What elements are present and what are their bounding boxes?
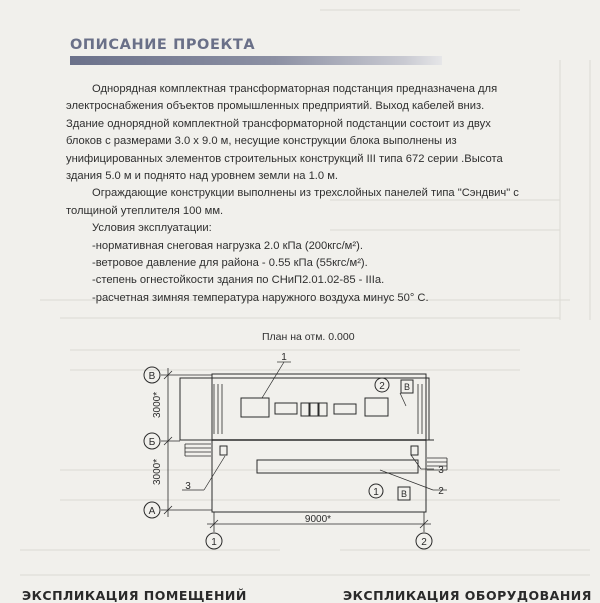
building-outline <box>212 374 426 512</box>
upper-block <box>180 378 429 440</box>
desc-line: электроснабжения объектов промышленных предприятий. Выход кабелей вниз. <box>66 100 485 113</box>
left-duct <box>214 384 222 434</box>
equipment-explication-heading: ЭКСПЛИКАЦИЯ ОБОРУДОВАНИЯ <box>343 588 592 603</box>
desc-line: унифицированных элементов строительных конструкций III типа 672 серии .Высота <box>66 152 503 165</box>
right-duct <box>418 380 426 434</box>
axis-label-2: 2 <box>421 537 427 548</box>
axis-label-1: 1 <box>211 537 217 548</box>
desc-line: блоков с размерами 3.0 х 9.0 м, несущие конструкции блока выполнены из <box>66 135 457 148</box>
equipment-cell <box>334 404 356 414</box>
condition-item: -ветровое давление для района - 0.55 кПа (55кгс/м²). <box>92 257 368 270</box>
equipment-transformer-2 <box>365 398 388 416</box>
condition-item: -степень огнестойкости здания по СНиП2.01.02-85 - IIIа. <box>92 274 385 287</box>
room-label-bottom: В <box>400 489 408 499</box>
dim-vertical-bottom: 3000* <box>152 458 163 485</box>
dim-horizontal: 9000* <box>304 514 332 525</box>
plan-title: План на отм. 0.000 <box>262 331 355 343</box>
equipment-transformer-1 <box>241 398 269 417</box>
condition-item: -нормативная снеговая нагрузка 2.0 кПа (200кгс/м²). <box>92 239 363 252</box>
callout-2-top: 2 <box>379 381 385 392</box>
callout-2-right: 2 <box>438 486 444 497</box>
left-stairs <box>185 444 211 456</box>
door-right <box>411 446 418 455</box>
section-title: ОПИСАНИЕ ПРОЕКТА <box>70 37 256 53</box>
equipment-cell <box>301 403 309 416</box>
equipment-long-panel <box>257 460 418 473</box>
axis-label-b: Б <box>148 437 156 448</box>
dim-vertical-top: 3000* <box>152 391 163 418</box>
desc-line: Однорядная комплектная трансформаторная подстанция предназначена для <box>92 83 498 95</box>
desc-line: толщиной утеплителя 100 мм. <box>66 204 224 217</box>
conditions-title: Условия эксплуатации: <box>92 222 212 235</box>
room-label-top: В <box>403 382 411 392</box>
equipment-cell <box>310 403 318 416</box>
desc-line: здания 5.0 м и поднято над уровнем земли на 1.0 м. <box>66 170 339 183</box>
callout-3-left: 3 <box>185 481 191 492</box>
right-stairs <box>427 458 447 470</box>
door-left <box>220 446 227 455</box>
callout-3-right: 3 <box>438 465 444 476</box>
desc-line: Ограждающие конструкции выполнены из трехслойных панелей типа "Сэндвич" с <box>92 187 519 200</box>
condition-item: -расчетная зимняя температура наружного воздуха минус 50° С. <box>92 291 429 304</box>
axis-label-a: А <box>148 506 156 517</box>
rooms-explication-heading: ЭКСПЛИКАЦИЯ ПОМЕЩЕНИЙ <box>22 588 247 603</box>
axis-label-v: В <box>148 371 156 382</box>
desc-line: Здание однорядной комплектной трансформаторной подстанции состоит из двух <box>66 117 491 130</box>
callout-1-bottom: 1 <box>373 487 379 498</box>
equipment-cell <box>275 403 297 414</box>
callout-1-top: 1 <box>281 352 287 363</box>
equipment-cell <box>319 403 327 416</box>
